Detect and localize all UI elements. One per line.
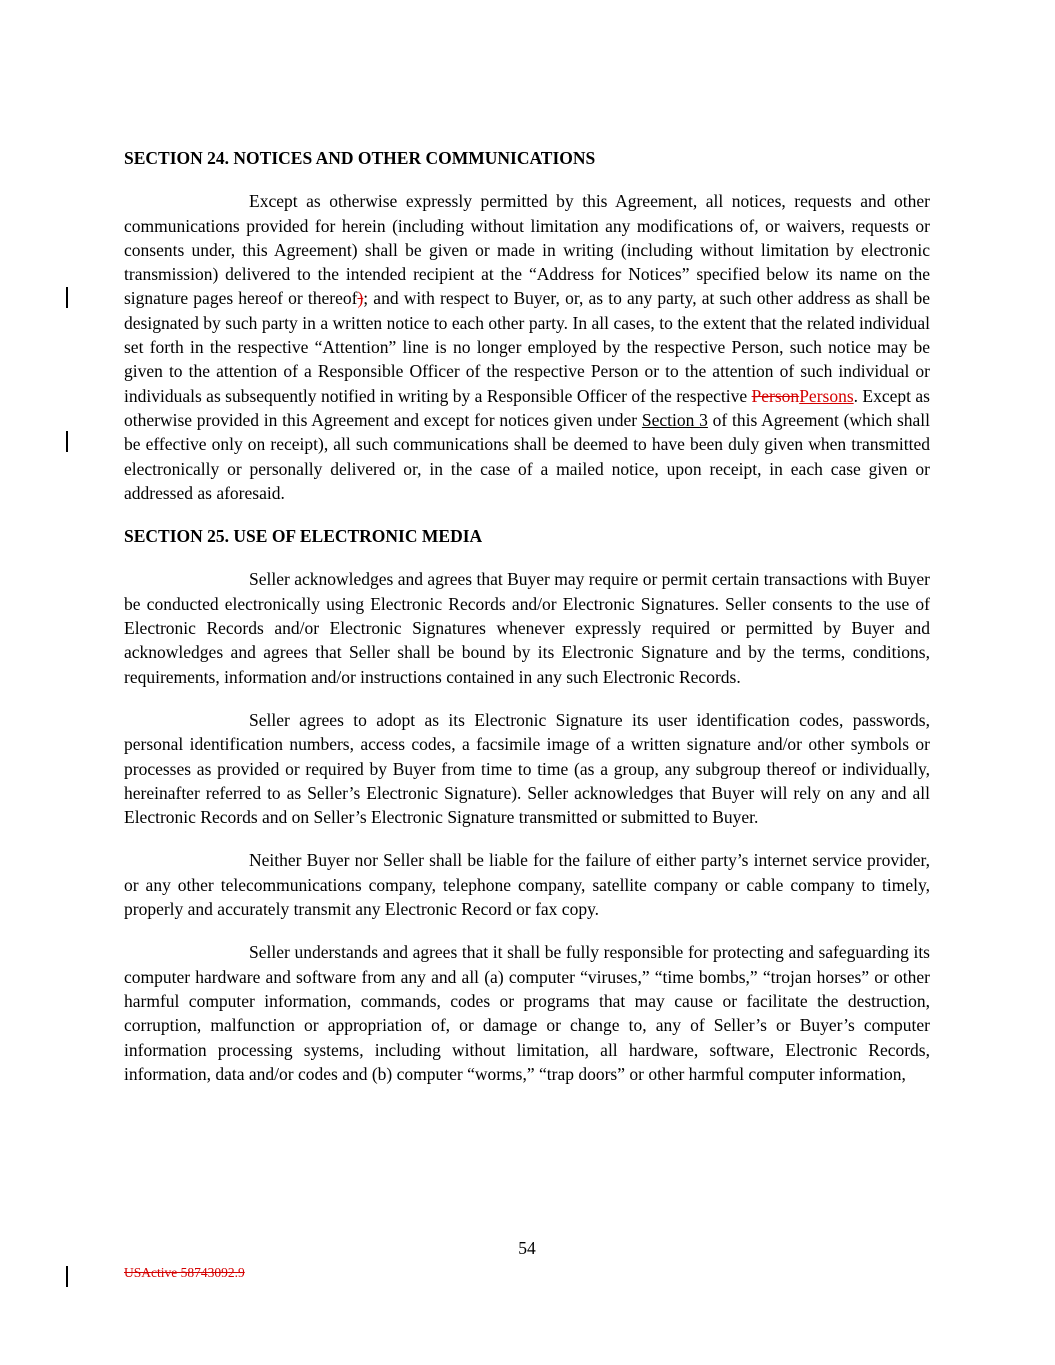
section-heading: SECTION 24. NOTICES AND OTHER COMMUNICATIONS	[124, 148, 596, 168]
text-run: . Except as otherwise provided in this Agreement and except for notices given under	[124, 385, 930, 430]
document-body	[124, 146, 930, 1105]
change-bar	[66, 287, 68, 308]
change-bar	[66, 1266, 68, 1287]
section-heading: SECTION 25. USE OF ELECTRONIC MEDIA	[124, 526, 483, 547]
text-run: Except as otherwise expressly permitted by this Agreement, all notices, requests and other communications provided for herein (including without limitation any modifications of, or waivers, requests or consents under, this Agreement) shall be given or made in writing (including without limitation by electronic transmission) delivered to the intended recipient at the “Address for Notices” specified below its name on the signature pages hereof or thereof	[124, 191, 930, 309]
footer-doc-id: USActive 58743092.9	[124, 1265, 245, 1280]
underlined-reference: Section 3	[641, 409, 708, 430]
paragraph	[124, 708, 930, 829]
paragraph	[124, 940, 930, 1086]
text-run: Neither Buyer nor Seller shall be liable for the failure of either party’s internet service provider, or any other telecommunications company, telephone company, satellite company or cable company to timely, properly and accurately transmit any Electronic Record or fax copy.	[124, 850, 930, 920]
text-run: of this Agreement (which shall be effective only on receipt), all such communications shall be deemed to have been duly given when transmitted electronically or personally delivered or, in the case of a mailed notice, upon receipt, in each case given or addressed as aforesaid.	[124, 409, 931, 503]
text-run: Seller acknowledges and agrees that Buyer may require or permit certain transactions with Buyer be conducted electronically using Electronic Records and/or Electronic Signatures. Seller consents to the use of Electronic Records and/or Electronic Signatures whenever expressly required or permitted by Buyer and acknowledges and agrees that Seller shall be bound by its Electronic Signature and by the terms, conditions, requirements, information and/or instructions contained in any such Electronic Records.	[124, 569, 930, 687]
paragraph	[124, 567, 930, 688]
deleted-text: )	[357, 288, 364, 309]
text-run: ; and with respect to Buyer, or, as to any party, at such other address as shall be designated by such party in a written notice to each other party. In all cases, to the extent that the related individual set forth in the respective “Attention” line is no longer employed by the respective Person, such notice may be given to the attention of a Responsible Officer of the respective Person or to the attention of such individual or individuals as subsequently notified in writing by a Responsible Officer of the respective	[124, 288, 931, 406]
paragraph	[124, 189, 930, 505]
text-run: Seller agrees to adopt as its Electronic Signature its user identification codes, passwords, personal identification numbers, access codes, a facsimile image of a written signature and/or other symbols or processes as provided or required by Buyer from time to time (as a group, any subgroup thereof or individually, hereinafter referred to as Seller’s Electronic Signature). Seller acknowledges that Buyer will rely on any and all Electronic Records and on Seller’s Electronic Signature transmitted or submitted to Buyer.	[124, 709, 930, 828]
page-number: 54	[518, 1238, 536, 1258]
deleted-text: Person	[751, 385, 800, 406]
paragraph	[124, 848, 930, 921]
inserted-text: Persons	[799, 385, 854, 406]
text-run: Seller understands and agrees that it shall be fully responsible for protecting and safeguarding its computer hardware and software from any and all (a) computer “viruses,” “time bombs,” “trojan horses” or other harmful computer information, commands, codes or programs that may cause or facilitate the destruction, corruption, malfunction or appropriation of, or damage or change to, any of Seller’s or Buyer’s computer information processing systems, including without limitation, all hardware, software, Electronic Records, information, data and/or codes and (b) computer “worms,” “trap doors” or other harmful computer information,	[124, 942, 930, 1084]
change-bar	[66, 431, 68, 452]
